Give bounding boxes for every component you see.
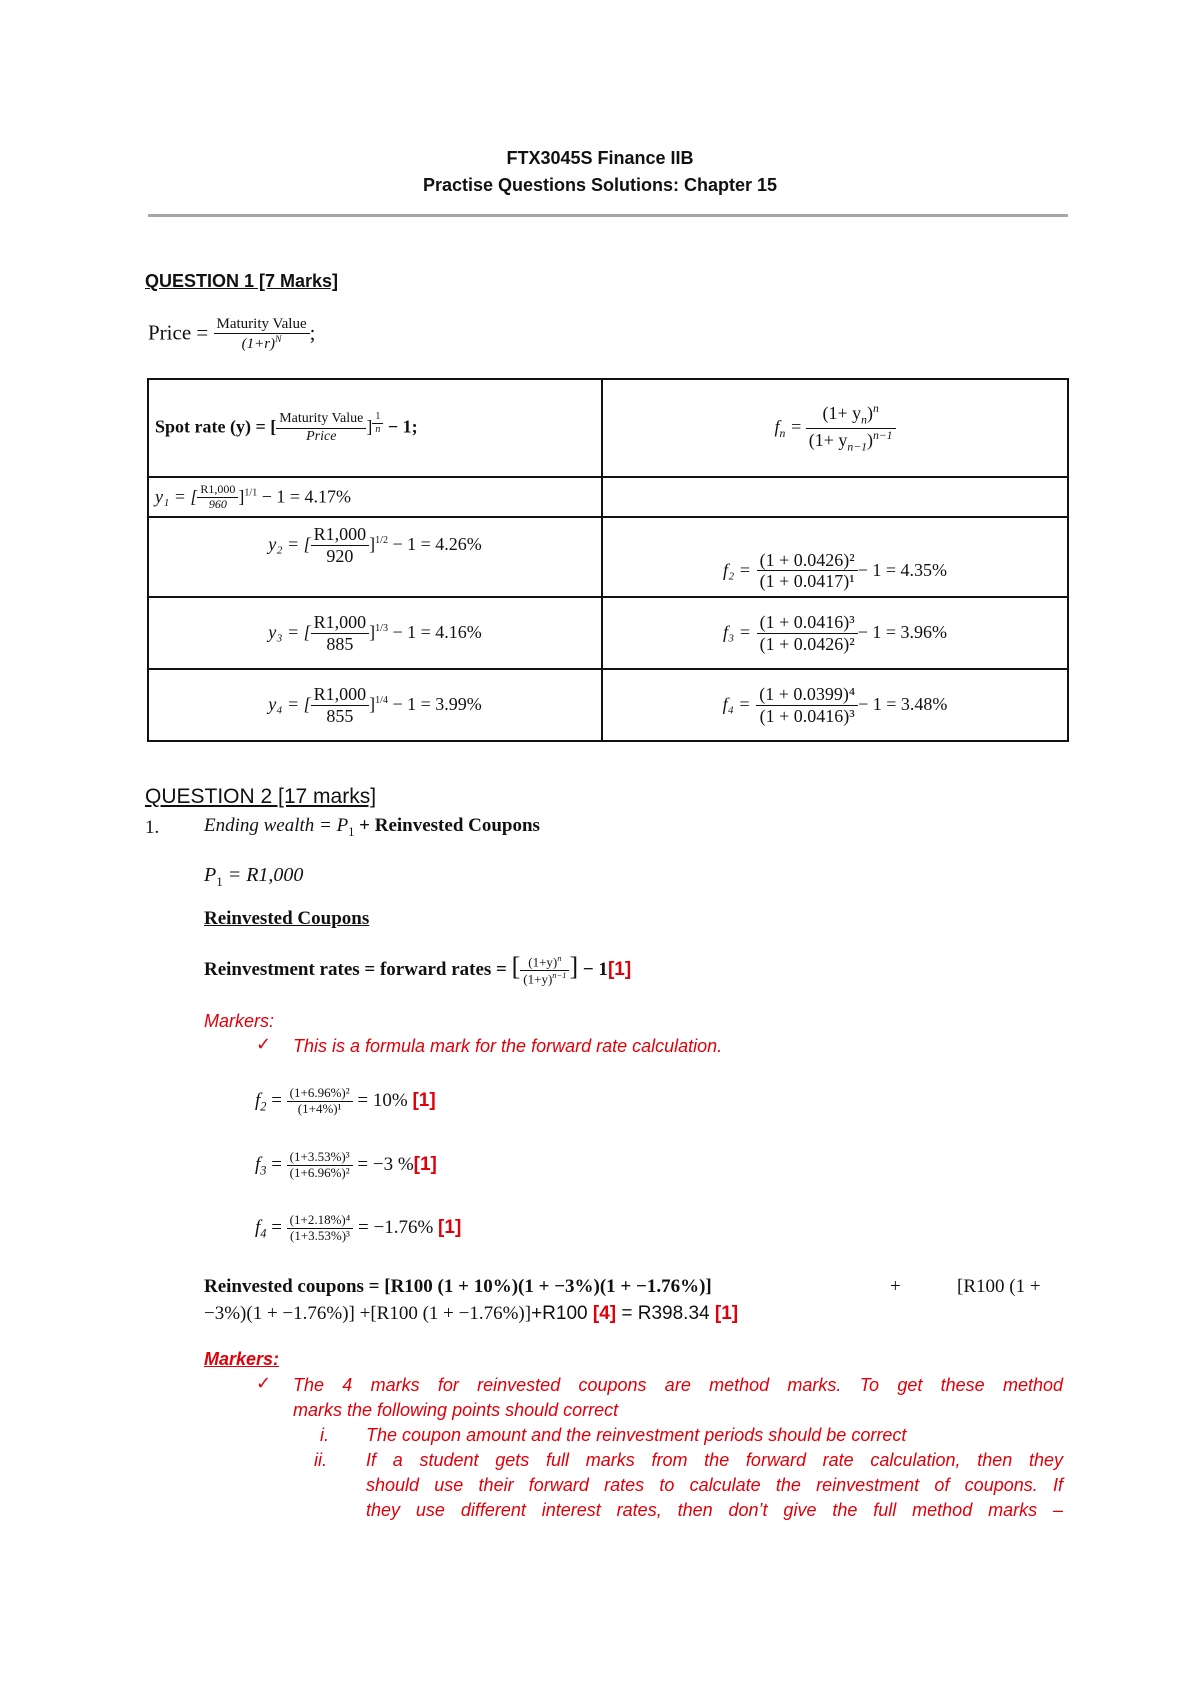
reinvested-coupons-plus: + xyxy=(890,1276,901,1297)
spot-rate-fraction: $\frac{\text{Maturity Value}}{\text{Price}}$ xyxy=(276,411,366,444)
document-subtitle: Practise Questions Solutions: Chapter 15 xyxy=(422,175,778,195)
sub-point-i-text: The coupon amount and the reinvestment periods should be correct xyxy=(366,1425,907,1445)
forward-rate-fraction: $\frac{(1+ y_n)^n}{(1+ y_{n-1})^{n-1}}$ xyxy=(806,402,896,453)
check-icon: ✓ xyxy=(256,1034,272,1055)
p1-formula: $P_1 = R1,000$ xyxy=(204,864,304,889)
price-formula xyxy=(148,316,315,354)
check-icon-2: ✓ xyxy=(256,1373,272,1394)
markers-label-1: Markers: xyxy=(204,1011,275,1031)
price-denominator: $(1+r)^N$ xyxy=(241,334,282,353)
spot-rate-exponent: $\frac{1}{n}$ xyxy=(372,411,383,435)
f3-calc: $f_3$ = $\frac{\text{(1+3.53\%)³}}{\text{(1+6.96\%)²}}$ = −3 %[1] xyxy=(255,1149,437,1180)
y4-cell: y₄ = [ $\frac{R1,000}{855}$ ]$^{1/4}$ − 1 = 3.99% xyxy=(148,669,602,741)
sub-point-ii-line-3: they use different interest rates, then don’t give the full method marks – xyxy=(366,1500,1063,1520)
spot-forward-table xyxy=(147,378,1069,742)
price-lhs: Price = xyxy=(148,320,209,345)
f3-cell: f₃ = $\frac{\text{(1 + 0.0416)³}}{\text{(1 + 0.0426)²}}$ − 1 = 3.96% xyxy=(602,597,1068,669)
sub-point-ii-line-1: If a student gets full marks from the forward rate calculation, then they xyxy=(366,1450,1063,1470)
sub-point-ii-line-2: should use their forward rates to calculate the reinvestment of coupons. If xyxy=(366,1475,1063,1495)
question-2-heading: QUESTION 2 [17 marks] xyxy=(145,785,377,808)
price-numerator: Maturity Value xyxy=(214,316,310,334)
f1-empty-cell xyxy=(602,477,1068,517)
reinvested-coupons-line-2: −3%)(1 + −1.76%)] +[R100 (1 + −1.76%)]+R100 [4] = R398.34 [1] xyxy=(204,1303,739,1324)
spot-rate-formula-cell: Spot rate (y) = [ $\frac{\text{Maturity Value}}{\text{Price}}$ ] $\frac{1}{n}$ − 1; xyxy=(148,379,602,477)
f2-cell: f₂ = $\frac{\text{(1 + 0.0426)²}}{\text{(1 + 0.0417)¹}}$ − 1 = 4.35% xyxy=(602,517,1068,597)
spot-rate-tail: − 1; xyxy=(383,417,418,437)
price-tail: ; xyxy=(309,320,316,345)
reinvested-coupons-heading: Reinvested Coupons xyxy=(204,908,370,929)
forward-rate-formula-cell: $f_n$ = $\frac{(1+ y_n)^n}{(1+ y_{n-1})^{n-1}}$ xyxy=(602,379,1068,477)
y2-cell: y₂ = [ $\frac{R1,000}{920}$ ]$^{1/2}$ − 1 = 4.26% xyxy=(148,517,602,597)
question-1-heading: QUESTION 1 [7 Marks] xyxy=(145,271,339,291)
f4-calc: $f_4$ = $\frac{\text{(1+2.18\%)⁴}}{\text{(1+3.53\%)³}}$ = −1.76% [1] xyxy=(255,1212,462,1243)
reinvested-coupons-line-1b: [R100 (1 + xyxy=(957,1276,1041,1297)
marker-note-2-line-1: The 4 marks for reinvested coupons are method marks. To get these method xyxy=(293,1375,1063,1395)
document-title: FTX3045S Finance IIB xyxy=(506,148,694,168)
reinvested-coupons-line-1: Reinvested coupons = [R100 (1 + 10%)(1 + −3%)(1 + −1.76%)] xyxy=(204,1276,712,1297)
item-number: 1. xyxy=(145,817,160,838)
sub-point-ii-number: ii. xyxy=(314,1450,327,1470)
f2-calc: $f_2$ = $\frac{\text{(1+6.96\%)²}}{\text{(1+4\%)¹}}$ = 10% [1] xyxy=(255,1085,436,1116)
y1-cell: y₁ = [ $\frac{R1,000}{960}$ ]$^{1/1}$ − 1 = 4.17% xyxy=(148,477,602,517)
y3-cell: y₃ = [ $\frac{R1,000}{885}$ ]$^{1/3}$ − 1 = 4.16% xyxy=(148,597,602,669)
price-fraction xyxy=(214,316,310,354)
header-divider xyxy=(148,214,1068,217)
sub-point-i-number: i. xyxy=(320,1425,329,1445)
markers-label-2: Markers: xyxy=(204,1349,280,1369)
marker-note-2-line-2: marks the following points should correct xyxy=(293,1400,619,1420)
f4-cell: f₄ = $\frac{\text{(1 + 0.0399)⁴}}{\text{(1 + 0.0416)³}}$ − 1 = 3.48% xyxy=(602,669,1068,741)
marker-note-1: This is a formula mark for the forward rate calculation. xyxy=(293,1036,723,1056)
ending-wealth-formula: Ending wealth = $P_1$ + Reinvested Coupons xyxy=(204,815,540,839)
reinvestment-rates-formula: Reinvestment rates = forward rates = [ $\frac{(1+y)^n}{(1+y)^{n-1}}$ ] − 1[1] xyxy=(204,952,632,987)
spot-rate-lhs: Spot rate (y) = [ xyxy=(155,417,277,437)
